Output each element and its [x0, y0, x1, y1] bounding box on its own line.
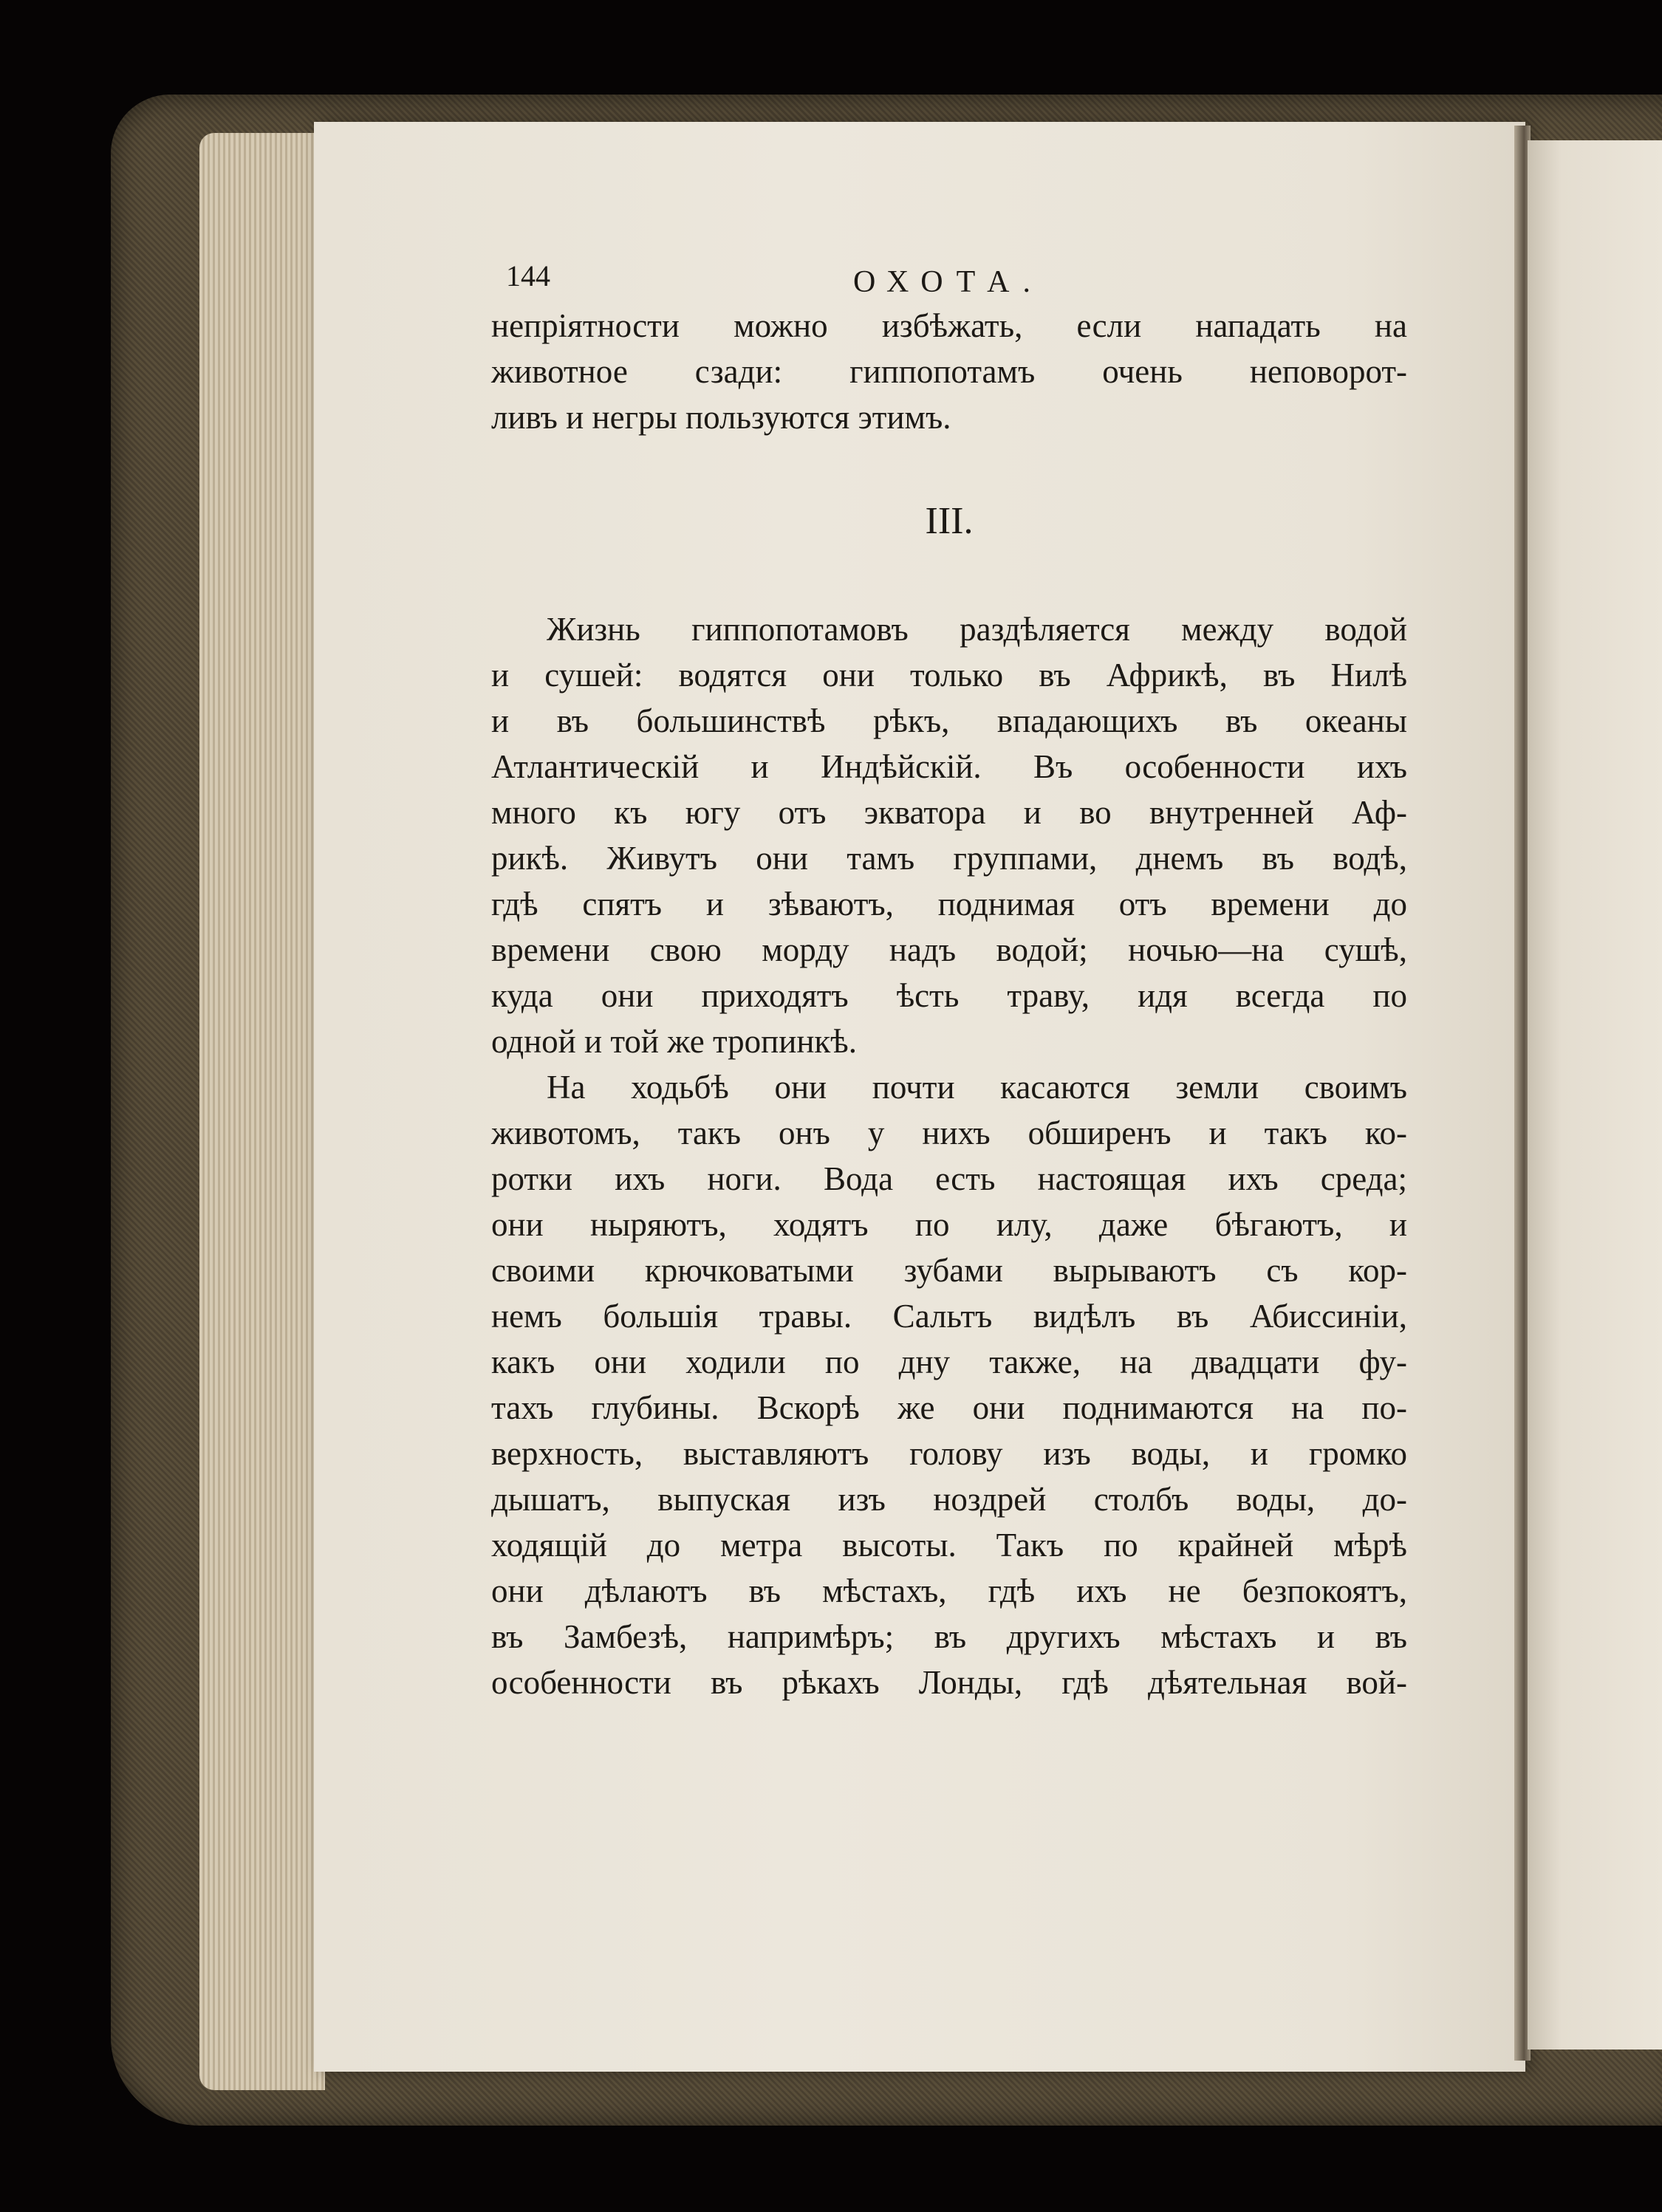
text-line: въ Замбезѣ, напримѣръ; въ другихъ мѣстахъ и въ	[491, 1618, 1407, 1655]
page-header	[491, 251, 1407, 303]
text-line: ходящій до метра высоты. Такъ по крайней мѣрѣ	[491, 1527, 1407, 1564]
text-line: тахъ глубины. Вскорѣ же они поднимаются на по-	[491, 1389, 1407, 1426]
page-number: 144	[506, 259, 550, 292]
text-line: особенности въ рѣкахъ Лонды, гдѣ дѣятельная вой-	[491, 1664, 1407, 1701]
text-line: своими крючковатыми зубами вырываютъ съ кор-	[491, 1252, 1407, 1289]
text-line: куда они приходятъ ѣсть траву, идя всегда по	[491, 977, 1407, 1014]
page-text	[491, 251, 1407, 1705]
text-line: они дѣлаютъ въ мѣстахъ, гдѣ ихъ не безпокоятъ,	[491, 1572, 1407, 1609]
paragraph-2	[491, 1064, 1407, 1705]
text-line: гдѣ спятъ и зѣваютъ, поднимая отъ времени до	[491, 886, 1407, 922]
text-line: Жизнь гиппопотамовъ раздѣляется между водой	[547, 611, 1407, 648]
intro-paragraph	[491, 303, 1407, 440]
text-line: животное сзади: гиппопотамъ очень неповорот-	[491, 353, 1407, 390]
text-line: и сушей: водятся они только въ Африкѣ, въ Нилѣ	[491, 657, 1407, 694]
text-line: много къ югу отъ экватора и во внутренней Аф-	[491, 794, 1407, 831]
text-line: дышатъ, выпуская изъ ноздрей столбъ воды, до-	[491, 1481, 1407, 1518]
text-line: верхность, выставляютъ голову изъ воды, и громко	[491, 1435, 1407, 1472]
text-line: времени свою морду надъ водой; ночью—на сушѣ,	[491, 931, 1407, 968]
text-line: рикѣ. Живутъ они тамъ группами, днемъ въ водѣ,	[491, 840, 1407, 877]
running-title: ОХОТА.	[853, 265, 1044, 299]
text-line: одной и той же тропинкѣ.	[491, 1023, 857, 1060]
text-line: непріятности можно избѣжать, если нападать на	[491, 307, 1407, 344]
text-line: и въ большинствѣ рѣкъ, впадающихъ въ океаны	[491, 702, 1407, 739]
text-line: животомъ, такъ онъ у нихъ обширенъ и такъ ко-	[491, 1114, 1407, 1151]
section-numeral: III.	[925, 500, 974, 542]
facing-page	[1528, 140, 1662, 2050]
page-edges	[199, 133, 325, 2090]
text-line: На ходьбѣ они почти касаются земли своимъ	[547, 1069, 1407, 1106]
text-line: какъ они ходили по дну также, на двадцати фу-	[491, 1343, 1407, 1380]
text-line: они ныряютъ, ходятъ по илу, даже бѣгаютъ, и	[491, 1206, 1407, 1243]
text-line: немъ большія травы. Сальтъ видѣлъ въ Абиссиніи,	[491, 1298, 1407, 1335]
text-line: ливъ и негры пользуются этимъ.	[491, 399, 951, 436]
paragraph-1	[491, 606, 1407, 1064]
text-line: Атлантическій и Индѣйскій. Въ особенности ихъ	[491, 748, 1407, 785]
text-line: ротки ихъ ноги. Вода есть настоящая ихъ среда;	[491, 1160, 1407, 1197]
